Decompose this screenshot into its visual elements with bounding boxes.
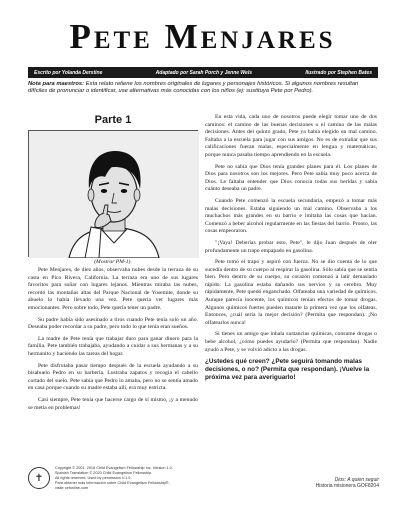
story-paragraph: Pete disfrutaba pasar tiempo después de la escuela ayudando a su bisabuelo Pedro en su barbería. Lustraba zapatos y recogía el cabello cortado del suelo. Pete sabía que Pedro lo amaba, pero no se sentía amado en casa porque cuando su madre estaba allí, era muy estricta. bbox=[28, 362, 198, 392]
teacher-note bbox=[28, 81, 378, 96]
illustrator-credit: Ilustrado por Stephen Bates bbox=[305, 69, 372, 76]
story-paragraph: Su padre había sido asesinado a tiros cuando Pete tenía solo un año. Deseaba poder recordar a su padre, pero todo lo que tenía eran sueños. bbox=[28, 316, 198, 331]
translation-line: Spanish Translation © 2020 Child Evangelism Fellowship. bbox=[55, 471, 153, 475]
part-header: Parte 1 bbox=[94, 114, 132, 126]
story-paragraph: Si tienes un amigo que inhala sustancias químicas, consume drogas o bebe alcohol, ¿cómo puedes ayudarlo? (Permita que respondan). Nadie ayudó a Pete, y se volvió adicto a las drogas. bbox=[205, 331, 377, 353]
story-paragraph: Casi siempre, Pete tenía que hacerse cargo de sí mismo, ¡y a menudo se metía en problemas! bbox=[28, 396, 198, 411]
rights-line: All rights reserved. Used by permission V.1.0. bbox=[55, 476, 132, 480]
story-paragraph: En esta vida, cada uno de nosotros puede elegir tomar uno de dos caminos: el camino de las buenas decisiones o el camino de las malas decisiones. Antes del quinto grado, Pete ya había elegido un mal camino. Faltaba a la escuela para jugar con sus amigos. No es de extrañar que sus calificaciones fueran malas, especialmente en lengua y matemáticas, porque nunca pasaba tiempo aprendiendo en la escuela. bbox=[205, 114, 377, 158]
series-code: Historia misionera GOF8204 bbox=[315, 483, 379, 489]
page-title: Pete Menjares bbox=[69, 17, 336, 56]
left-column bbox=[28, 108, 198, 416]
writer-credit: Escrito por Yolanda Derstine bbox=[34, 69, 103, 76]
portrait-illustration bbox=[28, 130, 198, 257]
story-paragraph: Cuando Pete comenzó la escuela secundaria, empezó a tomar más malas decisiones. Estaba siguiendo un mal camino. Observaba a los muchachos más grandes en su barrio e imitaba las cosas que hacían. Comenzó a beber alcohol regularmente en las fiestas del barrio. Pronto, las cosas empeoraron. bbox=[205, 197, 377, 235]
website-link[interactable]: cefonline.com bbox=[64, 486, 89, 490]
story-paragraph: "¡Vaya! Deberías probar esto, Pete", le dijo Juan después de oler profundamente un trapo empapado en gasolina. bbox=[205, 239, 377, 254]
cef-logo-icon: ✝ bbox=[28, 467, 50, 489]
copyright-line: Copyright © 2001, 2018 Child Evangelism Fellowship Inc. Version 1.0. bbox=[55, 466, 173, 470]
closing-question: ¿Ustedes qué creen? ¿Pete seguirá tomando malas decisiones, o no? (Permita que respondan). ¡Vuelve la próxima vez para averiguarlo! bbox=[205, 358, 370, 382]
footer-copyright bbox=[28, 466, 238, 491]
portrait-caption: (Mostrar PM-1). bbox=[94, 259, 132, 265]
boy-portrait-image bbox=[29, 131, 199, 258]
series-title: Dios: A quien seguir bbox=[334, 477, 379, 483]
footer-series bbox=[295, 477, 379, 489]
teacher-note-label: Nota para maestros: bbox=[28, 81, 85, 87]
story-paragraph: La madre de Pete tenía que trabajar duro para ganar dinero para la familia. Pete también trabajaba, ayudando a cuidar a sus hermanas y a su hermanito y haciendo las tareas del hogar. bbox=[28, 335, 198, 357]
right-column bbox=[205, 114, 377, 382]
adapter-credit: Adaptado por Sarah Porch y Jenne Wels bbox=[155, 69, 252, 76]
story-paragraph: Pete Menjares, de diez años, observaba nubes desde la terraza de su casta en Pico Rivera, California. La terraza era uno de sus lugares favoritos para soñar con lugares lejanos. Mientras miraba las nubes, recordó las montañas altas del Parque Nacional de Yosemite, donde su abuelo lo había llevado una vez. Pete quería ver lugares más emocionantes. Pero sobre todo, Pete quería tener un padre. bbox=[28, 267, 198, 311]
visit-text: visite bbox=[55, 486, 64, 490]
credits-bar bbox=[28, 67, 378, 78]
story-paragraph: Pete tomó el trapo y aspiró con fuerza. No se dio cuenta de lo que sucedía dentro de su cuerpo al respirar la gasolina. Sólo sabía que se sentía bien. Pero dentro de su cuerpo, su corazón comenzó a latir demasiado rápido. La gasolina estaba dañando sus nervios y su cerebro. Muy rápidamente, Pete quedó enganchado. Olfateaba una variedad de químicos. Aunque parecía inocente, los químicos tenían efectos de tomar drogas. Algunos químicos fuertes pueden matarte la primera vez que los olfateas. Entonces, ¿cuál sería la mejor decisión? (Permita que respondan). ¡No olfatearlos nunca! bbox=[205, 259, 377, 326]
info-line: Para obtener más información sobre Child Evangelism Fellowship®, bbox=[55, 481, 170, 485]
teacher-note-text: Esta relato retiene los nombres originales de lugares y personajes históricos. Si algunos nombres resultan difíciles de pronunciar o identificar, use alternativas más conocidas con los niños (ej: sustituya Pete por Pedro). bbox=[28, 81, 359, 95]
story-paragraph: Pete no sabía que Dios tenía grandes planes para él. Los planes de Dios para nosotros son los mejores. Pero Pete sabía muy poco acerca de Dios. Le faltaba entender que Dios conocía todas sus heridas y sabía cuánto deseaba un padre. bbox=[205, 163, 377, 193]
